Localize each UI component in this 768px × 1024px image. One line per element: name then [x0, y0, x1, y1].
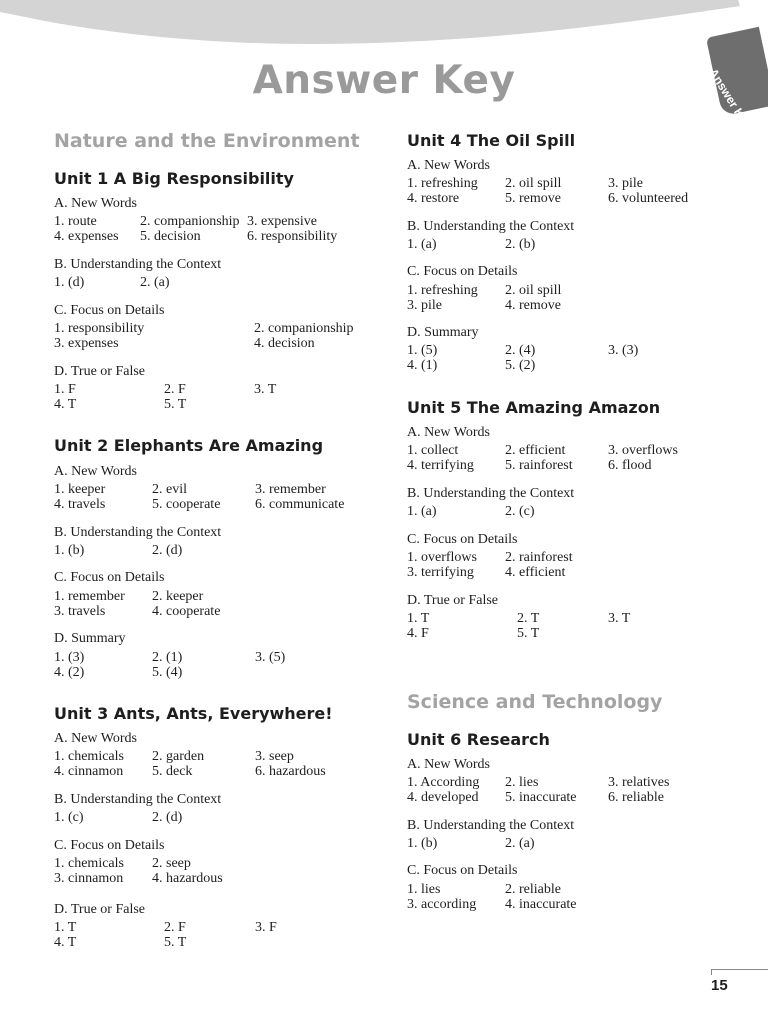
answer-item: 4. restore: [407, 191, 460, 206]
answer-item: 6. volunteered: [608, 191, 689, 206]
answer-row: [407, 191, 727, 206]
answer-item: 1. (3): [54, 650, 85, 665]
answer-item: 1. (c): [54, 810, 84, 825]
answer-item: 5. rainforest: [505, 458, 573, 473]
answer-item: 5. T: [164, 935, 187, 950]
answer-row: [54, 275, 374, 290]
answer-row: [54, 397, 374, 412]
answer-row: [54, 336, 374, 351]
answer-item: 1. refreshing: [407, 176, 478, 191]
answer-item: 2. companionship: [254, 321, 354, 336]
answer-row: [407, 443, 727, 458]
unit-4-context-heading: B. Understanding the Context: [407, 219, 575, 234]
unit-2-context-heading: B. Understanding the Context: [54, 525, 222, 540]
answer-item: 2. (a): [140, 275, 170, 290]
answer-item: 1. collect: [407, 443, 459, 458]
answer-item: 1. (b): [54, 543, 85, 558]
answer-item: 3. overflows: [608, 443, 678, 458]
answer-row: [407, 882, 727, 897]
answer-item: 3. remember: [255, 482, 326, 497]
unit-2-title: Unit 2 Elephants Are Amazing: [54, 436, 324, 455]
unit-5-new-words-heading: A. New Words: [407, 425, 490, 440]
answer-row: [54, 497, 374, 512]
answer-item: 4. remove: [505, 298, 561, 313]
answer-item: 1. overflows: [407, 550, 477, 565]
unit-6-details-heading: C. Focus on Details: [407, 863, 518, 878]
answer-item: 6. responsibility: [247, 229, 338, 244]
answer-item: 2. T: [517, 611, 540, 626]
answer-item: 1. (b): [407, 836, 438, 851]
answer-item: 1. chemicals: [54, 856, 124, 871]
answer-item: 2. oil spill: [505, 283, 562, 298]
answer-item: 4. travels: [54, 497, 106, 512]
answer-item: 6. communicate: [255, 497, 345, 512]
unit-3-title: Unit 3 Ants, Ants, Everywhere!: [54, 704, 333, 723]
section-heading-science: Science and Technology: [407, 691, 663, 713]
answer-row: [407, 298, 727, 313]
answer-row: [407, 343, 727, 358]
answer-row: [54, 749, 374, 764]
page-number-tick: [711, 969, 712, 975]
answer-item: 4. (2): [54, 665, 85, 680]
answer-row: [54, 764, 374, 779]
unit-4-summary-heading: D. Summary: [407, 325, 479, 340]
answer-row: [407, 790, 727, 805]
unit-1-title: Unit 1 A Big Responsibility: [54, 169, 294, 188]
answer-item: 1. (a): [407, 504, 437, 519]
answer-item: 4. decision: [254, 336, 315, 351]
answer-item: 5. deck: [152, 764, 193, 779]
answer-item: 1. chemicals: [54, 749, 124, 764]
unit-4-new-words-heading: A. New Words: [407, 158, 490, 173]
answer-item: 2. (1): [152, 650, 183, 665]
answer-item: 4. expenses: [54, 229, 119, 244]
answer-row: [54, 229, 374, 244]
answer-item: 3. pile: [407, 298, 442, 313]
unit-2-summary-heading: D. Summary: [54, 631, 126, 646]
answer-row: [407, 836, 727, 851]
answer-item: 4. T: [54, 397, 77, 412]
answer-row: [54, 321, 374, 336]
answer-row: [54, 482, 374, 497]
answer-row: [54, 589, 374, 604]
answer-row: [407, 550, 727, 565]
unit-5-true-false-heading: D. True or False: [407, 593, 499, 608]
answer-item: 3. F: [255, 920, 277, 935]
tab-label: Answer Key: [706, 66, 755, 132]
answer-item: 2. (d): [152, 543, 183, 558]
unit-1-true-false-heading: D. True or False: [54, 364, 146, 379]
answer-item: 2. (a): [505, 836, 535, 851]
answer-item: 2. F: [164, 920, 186, 935]
answer-row: [54, 871, 374, 886]
answer-item: 1. keeper: [54, 482, 106, 497]
page-number: 15: [711, 977, 728, 994]
answer-item: 2. keeper: [152, 589, 204, 604]
answer-row: [407, 565, 727, 580]
answer-item: 1. refreshing: [407, 283, 478, 298]
unit-1-details-heading: C. Focus on Details: [54, 303, 165, 318]
answer-item: 5. T: [164, 397, 187, 412]
unit-3-true-false-heading: D. True or False: [54, 902, 146, 917]
answer-row: [407, 504, 727, 519]
answer-item: 3. seep: [255, 749, 294, 764]
answer-item: 5. remove: [505, 191, 561, 206]
answer-row: [407, 237, 727, 252]
unit-3-context-heading: B. Understanding the Context: [54, 792, 222, 807]
answer-item: 4. efficient: [505, 565, 566, 580]
answer-item: 2. (b): [505, 237, 536, 252]
answer-item: 1. route: [54, 214, 97, 229]
answer-row: [54, 856, 374, 871]
answer-item: 5. cooperate: [152, 497, 221, 512]
answer-item: 4. cinnamon: [54, 764, 124, 779]
answer-item: 1. (5): [407, 343, 438, 358]
page-title: Answer Key: [252, 58, 516, 103]
answer-item: 4. (1): [407, 358, 438, 373]
answer-row: [407, 611, 727, 626]
answer-item: 3. T: [608, 611, 631, 626]
answer-row: [54, 650, 374, 665]
answer-item: 5. (4): [152, 665, 183, 680]
answer-item: 3. pile: [608, 176, 643, 191]
answer-item: 4. inaccurate: [505, 897, 577, 912]
answer-item: 5. inaccurate: [505, 790, 577, 805]
answer-item: 2. F: [164, 382, 186, 397]
answer-item: 2. efficient: [505, 443, 566, 458]
answer-item: 2. rainforest: [505, 550, 573, 565]
unit-2-new-words-heading: A. New Words: [54, 464, 137, 479]
answer-item: 2. (d): [152, 810, 183, 825]
answer-row: [407, 458, 727, 473]
answer-item: 1. lies: [407, 882, 441, 897]
answer-item: 3. (3): [608, 343, 639, 358]
unit-3-details-heading: C. Focus on Details: [54, 838, 165, 853]
answer-item: 3. according: [407, 897, 477, 912]
answer-item: 4. hazardous: [152, 871, 223, 886]
section-heading-nature: Nature and the Environment: [54, 130, 360, 152]
answer-item: 4. terrifying: [407, 458, 474, 473]
answer-item: 3. expenses: [54, 336, 119, 351]
answer-row: [407, 626, 727, 641]
answer-row: [54, 665, 374, 680]
answer-item: 4. cooperate: [152, 604, 221, 619]
answer-item: 5. decision: [140, 229, 201, 244]
answer-row: [54, 935, 374, 950]
unit-6-new-words-heading: A. New Words: [407, 757, 490, 772]
answer-item: 4. T: [54, 935, 77, 950]
answer-row: [54, 920, 374, 935]
unit-1-new-words-heading: A. New Words: [54, 196, 137, 211]
answer-row: [54, 214, 374, 229]
answer-item: 1. According: [407, 775, 480, 790]
answer-item: 2. evil: [152, 482, 187, 497]
answer-item: 3. expensive: [247, 214, 317, 229]
answer-row: [54, 604, 374, 619]
unit-4-title: Unit 4 The Oil Spill: [407, 131, 576, 150]
answer-item: 6. reliable: [608, 790, 664, 805]
unit-6-title: Unit 6 Research: [407, 730, 550, 749]
answer-item: 1. (d): [54, 275, 85, 290]
answer-item: 5. (2): [505, 358, 536, 373]
answer-item: 1. remember: [54, 589, 125, 604]
answer-item: 1. responsibility: [54, 321, 145, 336]
answer-item: 2. (4): [505, 343, 536, 358]
answer-item: 3. travels: [54, 604, 106, 619]
answer-item: 1. T: [54, 920, 77, 935]
answer-item: 6. hazardous: [255, 764, 326, 779]
answer-item: 2. garden: [152, 749, 205, 764]
answer-item: 2. oil spill: [505, 176, 562, 191]
answer-row: [54, 543, 374, 558]
unit-6-context-heading: B. Understanding the Context: [407, 818, 575, 833]
answer-item: 3. T: [254, 382, 277, 397]
answer-item: 2. reliable: [505, 882, 561, 897]
answer-item: 2. seep: [152, 856, 191, 871]
unit-3-new-words-heading: A. New Words: [54, 731, 137, 746]
answer-row: [407, 358, 727, 373]
answer-row: [54, 810, 374, 825]
answer-row: [407, 897, 727, 912]
page-number-rule: [711, 969, 768, 970]
answer-row: [407, 775, 727, 790]
answer-item: 1. T: [407, 611, 430, 626]
answer-row: [407, 283, 727, 298]
answer-item: 2. companionship: [140, 214, 240, 229]
answer-item: 2. lies: [505, 775, 539, 790]
unit-1-context-heading: B. Understanding the Context: [54, 257, 222, 272]
answer-item: 3. (5): [255, 650, 286, 665]
answer-row: [54, 382, 374, 397]
unit-5-details-heading: C. Focus on Details: [407, 532, 518, 547]
answer-row: [407, 176, 727, 191]
answer-item: 1. F: [54, 382, 76, 397]
answer-item: 2. (c): [505, 504, 535, 519]
answer-item: 3. terrifying: [407, 565, 474, 580]
answer-item: 4. developed: [407, 790, 479, 805]
answer-item: 1. (a): [407, 237, 437, 252]
answer-item: 3. relatives: [608, 775, 670, 790]
answer-item: 3. cinnamon: [54, 871, 124, 886]
unit-4-details-heading: C. Focus on Details: [407, 264, 518, 279]
answer-item: 4. F: [407, 626, 429, 641]
unit-2-details-heading: C. Focus on Details: [54, 570, 165, 585]
answer-item: 5. T: [517, 626, 540, 641]
unit-5-title: Unit 5 The Amazing Amazon: [407, 398, 661, 417]
unit-5-context-heading: B. Understanding the Context: [407, 486, 575, 501]
answer-item: 6. flood: [608, 458, 652, 473]
